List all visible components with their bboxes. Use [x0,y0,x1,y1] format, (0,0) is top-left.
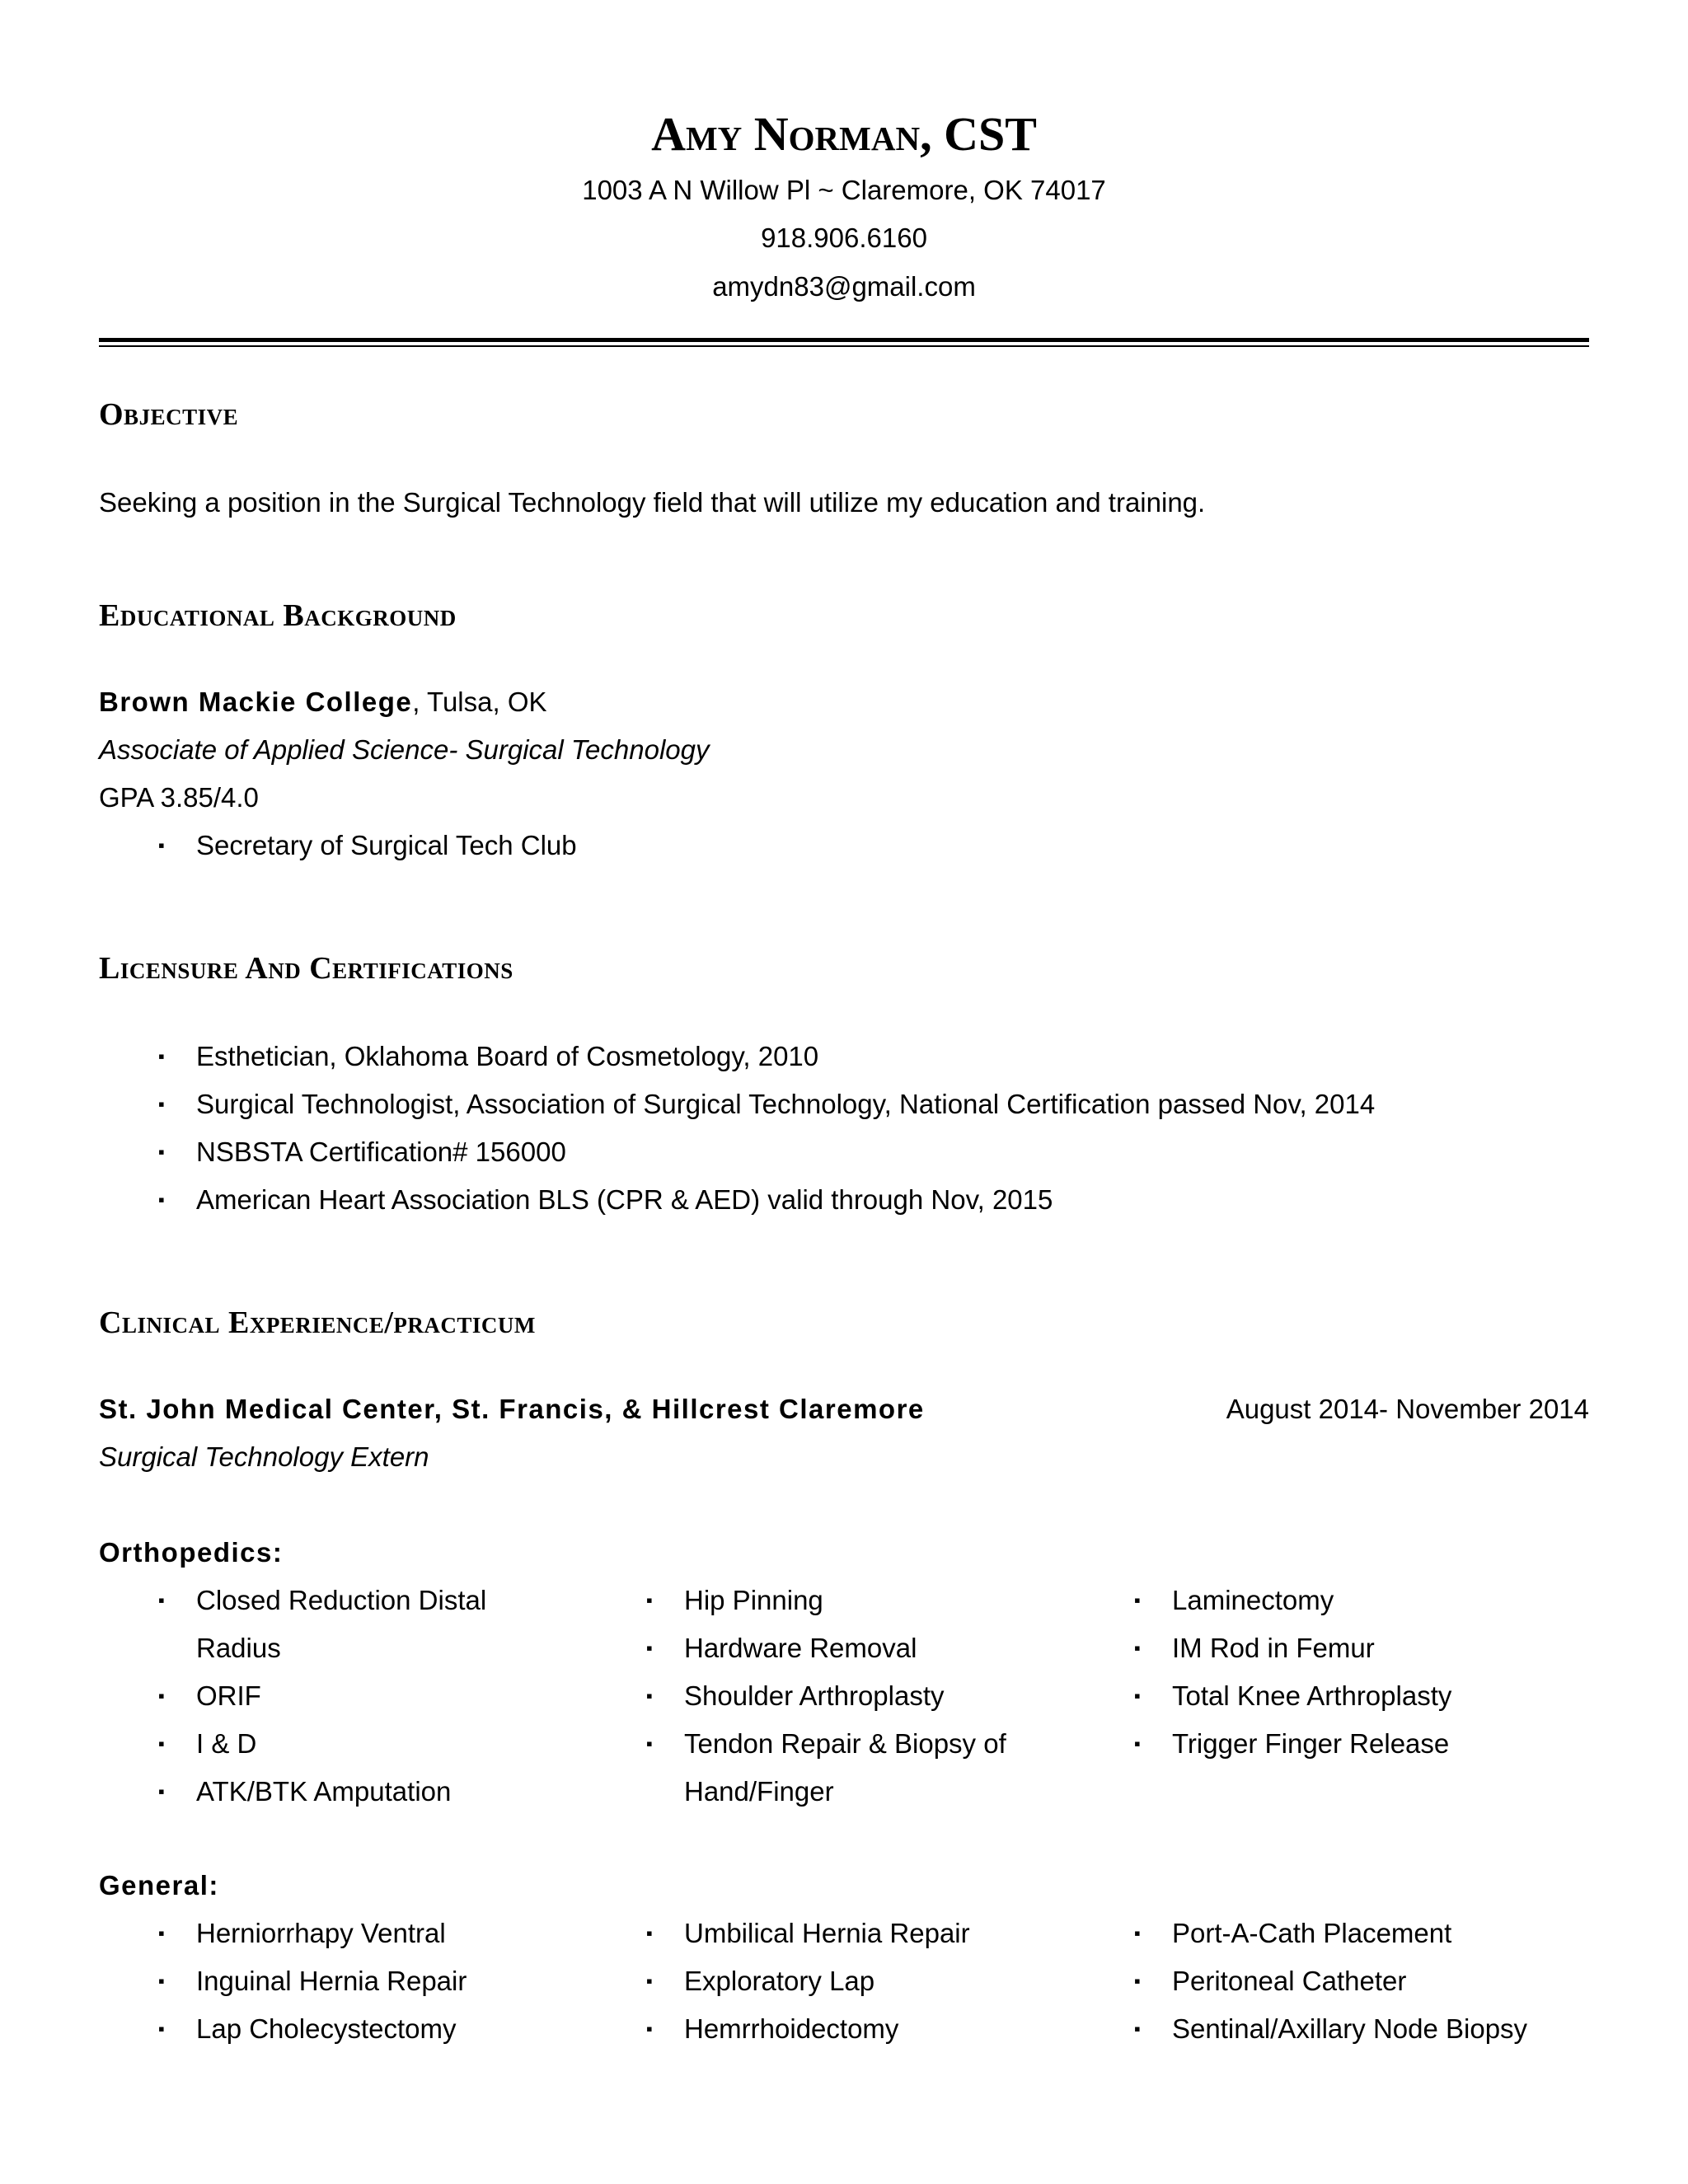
licensure-item: American Heart Association BLS (CPR & AED) valid through Nov, 2015 [196,1184,1053,1215]
bullet-icon: ▪ [646,1733,653,1754]
bullet-icon: ▪ [646,1685,653,1706]
bullet-icon: ▪ [1134,1685,1141,1706]
ortho-col2-item: Tendon Repair & Biopsy of [684,1728,1006,1759]
bullet-icon: ▪ [158,1781,165,1802]
bullet-icon: ▪ [158,1141,165,1162]
bullet-icon: ▪ [158,2018,165,2039]
general-col3-item: Sentinal/Axillary Node Biopsy [1172,2013,1528,2044]
school-name: Brown Mackie College [99,687,413,717]
bullet-icon: ▪ [158,1971,165,1991]
bullet-icon: ▪ [646,1923,653,1943]
bullet-icon: ▪ [646,1590,653,1610]
resume-page [99,0,1589,2184]
bullet-icon: ▪ [646,1638,653,1658]
role: Surgical Technology Extern [99,1441,429,1472]
bullet-icon: ▪ [1134,2018,1141,2039]
general-col2-item: Hemrrhoidectomy [684,2013,899,2044]
ortho-col3-item: Trigger Finger Release [1172,1728,1450,1759]
bullet-icon: ▪ [158,835,165,855]
degree: Associate of Applied Science- Surgical Technology [99,734,710,765]
ortho-col1-item: Radius [196,1633,281,1663]
general-col2-item: Umbilical Hernia Repair [684,1918,970,1948]
general-col3-item: Peritoneal Catheter [1172,1966,1407,1996]
general-col3-item: Port-A-Cath Placement [1172,1918,1452,1948]
general-label: General: [99,1870,219,1900]
ortho-col3-item: Total Knee Arthroplasty [1172,1680,1452,1711]
bullet-icon: ▪ [1134,1590,1141,1610]
employer: St. John Medical Center, St. Francis, & Hillcrest Claremore [99,1394,925,1424]
employment-dates: August 2014- November 2014 [1226,1394,1589,1424]
bullet-icon: ▪ [158,1733,165,1754]
bullet-icon: ▪ [158,1046,165,1066]
education-heading: Educational Background [99,598,457,633]
education-school-line [99,684,547,720]
gpa: GPA 3.85/4.0 [99,782,259,813]
general-col1-item: Inguinal Hernia Repair [196,1966,467,1996]
licensure-item: Esthetician, Oklahoma Board of Cosmetology, 2010 [196,1041,819,1071]
clinical-heading: Clinical Experience/practicum [99,1305,536,1340]
general-col1-item: Herniorrhapy Ventral [196,1918,446,1948]
ortho-col2-item: Hip Pinning [684,1585,823,1615]
ortho-col1-item: I & D [196,1728,257,1759]
ortho-col2-item: Hardware Removal [684,1633,917,1663]
email: amydn83@gmail.com [712,271,976,302]
general-col2-item: Exploratory Lap [684,1966,875,1996]
objective-heading: Objective [99,397,239,432]
bullet-icon: ▪ [646,1971,653,1991]
bullet-icon: ▪ [1134,1638,1141,1658]
orthopedics-label: Orthopedics: [99,1537,284,1568]
education-bullet-item: Secretary of Surgical Tech Club [196,830,577,860]
licensure-heading: Licensure And Certifications [99,951,513,986]
bullet-icon: ▪ [1134,1923,1141,1943]
ortho-col1-item: Closed Reduction Distal [196,1585,487,1615]
header-rule-top [99,338,1589,342]
bullet-icon: ▪ [158,1189,165,1210]
address: 1003 A N Willow Pl ~ Claremore, OK 74017 [582,175,1106,205]
ortho-col3-item: IM Rod in Femur [1172,1633,1375,1663]
bullet-icon: ▪ [158,1590,165,1610]
licensure-item: NSBSTA Certification# 156000 [196,1137,566,1167]
objective-text: Seeking a position in the Surgical Technology field that will utilize my education and training. [99,487,1206,518]
ortho-col3-item: Laminectomy [1172,1585,1334,1615]
header-rule-bottom [99,345,1589,347]
licensure-item: Surgical Technologist, Association of Surgical Technology, National Certification passed Nov, 2014 [196,1089,1376,1119]
ortho-col2-item: Hand/Finger [684,1776,834,1807]
bullet-icon: ▪ [158,1923,165,1943]
bullet-icon: ▪ [1134,1733,1141,1754]
bullet-icon: ▪ [646,2018,653,2039]
phone: 918.906.6160 [761,223,927,253]
bullet-icon: ▪ [1134,1971,1141,1991]
ortho-col1-item: ORIF [196,1680,261,1711]
candidate-name: Amy Norman, CST [651,107,1037,161]
bullet-icon: ▪ [158,1094,165,1114]
bullet-icon: ▪ [158,1685,165,1706]
general-col1-item: Lap Cholecystectomy [196,2013,457,2044]
ortho-col1-item: ATK/BTK Amputation [196,1776,452,1807]
school-location: , Tulsa, OK [412,687,547,717]
ortho-col2-item: Shoulder Arthroplasty [684,1680,945,1711]
